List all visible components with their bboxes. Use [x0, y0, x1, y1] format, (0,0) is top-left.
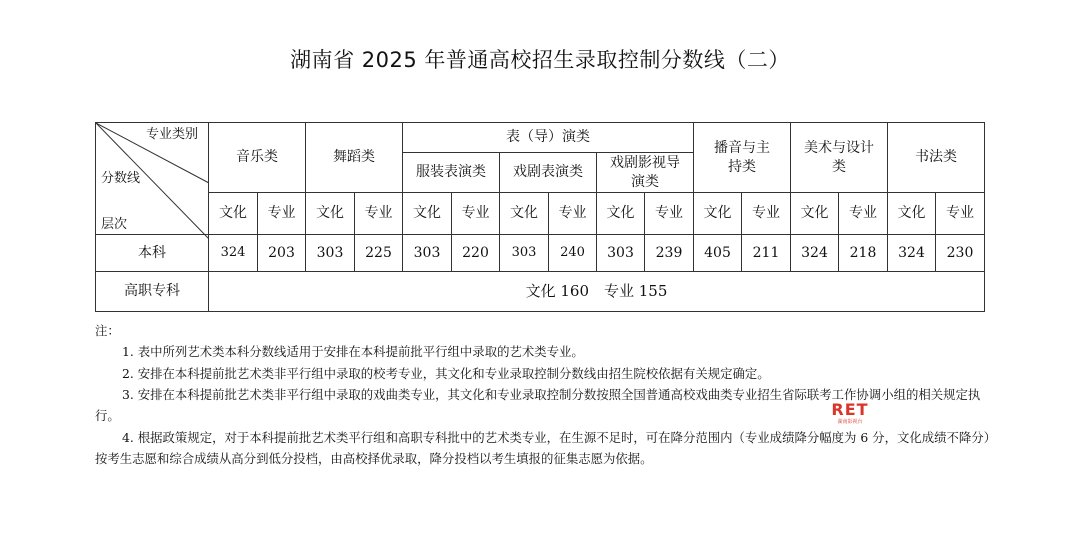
notes-heading: 注：	[95, 323, 120, 338]
subheader-culture: 文化	[306, 193, 355, 235]
note-item: 2. 安排在本科提前批艺术类非平行组中录取的校考专业，其文化和专业录取控制分数线由招生院校依据有关规定确定。	[122, 365, 770, 381]
score-cell: 230	[936, 235, 985, 272]
diagonal-header-cell	[96, 123, 209, 235]
score-cell: 220	[452, 235, 500, 272]
category-header-text: 播音与主持类	[714, 139, 770, 175]
score-table	[95, 122, 985, 312]
corner-label-category: 专业类别	[146, 127, 199, 142]
subheader-culture: 文化	[597, 193, 645, 235]
row-label-bachelor: 本科	[96, 235, 209, 272]
subheader-major: 专业	[355, 193, 403, 235]
category-header	[597, 153, 694, 193]
score-cell: 324	[209, 235, 258, 272]
note-item: 4. 根据政策规定，对于本科提前批艺术类平行组和高职专科批中的艺术类专业，在生源不足时，可在降分范围内（专业成绩降分幅度为 6 分，文化成绩不降分）按考生志愿和综合成绩从高分到低分投档，由高校择优录取，降分投档以考生填报的征集志愿为依据。	[95, 429, 990, 466]
subheader-culture: 文化	[791, 193, 839, 235]
group-header: 表（导）演类	[403, 123, 694, 153]
subheader-culture: 文化	[209, 193, 258, 235]
subheader-major: 专业	[742, 193, 791, 235]
score-cell: 303	[306, 235, 355, 272]
note-item: 1. 表中所列艺术类本科分数线适用于安排在本科提前批平行组中录取的艺术类专业。	[122, 344, 584, 360]
subheader-major: 专业	[452, 193, 500, 235]
subheader-major: 专业	[839, 193, 888, 235]
watermark-logo-text: RET	[831, 400, 869, 419]
category-header: 书法类	[888, 123, 985, 193]
category-header	[791, 123, 888, 193]
category-header: 舞蹈类	[306, 123, 403, 193]
subheader-culture: 文化	[888, 193, 936, 235]
score-cell: 324	[888, 235, 936, 272]
subheader-major: 专业	[936, 193, 985, 235]
score-cell: 240	[549, 235, 597, 272]
score-cell: 225	[355, 235, 403, 272]
score-cell: 324	[791, 235, 839, 272]
subheader-major: 专业	[549, 193, 597, 235]
notes-section	[95, 320, 995, 469]
row-label-vocational: 高职专科	[96, 272, 209, 312]
watermark-logo	[818, 402, 882, 430]
score-cell: 303	[500, 235, 549, 272]
score-cell: 203	[258, 235, 306, 272]
category-header: 服装表演类	[403, 153, 500, 193]
subheader-major: 专业	[258, 193, 306, 235]
subheader-culture: 文化	[403, 193, 452, 235]
subheader-major: 专业	[645, 193, 694, 235]
subheader-culture: 文化	[694, 193, 742, 235]
score-cell: 303	[597, 235, 645, 272]
document-title: 湖南省 2025 年普通高校招生录取控制分数线（二）	[290, 48, 790, 72]
category-header-text: 戏剧影视导演类	[610, 154, 680, 190]
score-cell: 303	[403, 235, 452, 272]
category-header: 戏剧表演类	[500, 153, 597, 193]
score-cell: 405	[694, 235, 742, 272]
score-cell: 211	[742, 235, 791, 272]
category-header-text: 美术与设计类	[804, 139, 874, 175]
subheader-culture: 文化	[500, 193, 549, 235]
score-cell: 239	[645, 235, 694, 272]
score-cell: 218	[839, 235, 888, 272]
corner-label-level: 层次	[101, 217, 128, 232]
watermark-logo-subtext: 湖南影视台	[837, 419, 863, 425]
note-item: 3. 安排在本科提前批艺术类非平行组中录取的戏曲类专业，其文化和专业录取控制分数按照全国普通高校戏曲类专业招生省际联考工作协调小组的相关规定执行。	[95, 386, 981, 424]
category-header	[694, 123, 791, 193]
corner-label-score: 分数线	[101, 171, 141, 186]
category-header: 音乐类	[209, 123, 306, 193]
vocational-score-cell: 文化 160 专业 155	[209, 272, 985, 312]
